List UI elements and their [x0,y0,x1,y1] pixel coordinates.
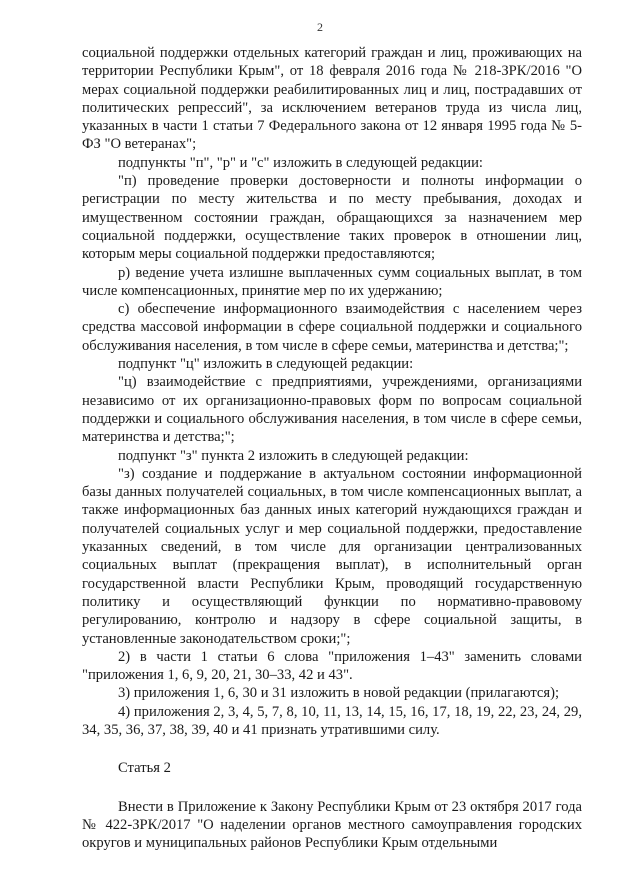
paragraph-subpoint-r: р) ведение учета излишне выплаченных сумм социальных выплат, в том числе компенсационных, принятие мер по их удержанию; [82,264,582,299]
paragraph-subpoint-z-intro: подпункт "з" пункта 2 изложить в следующей редакции: [118,447,469,464]
paragraph-subpoint-ts-intro: подпункт "ц" изложить в следующей редакции: [118,356,414,373]
document-body [82,44,582,852]
paragraph-subpoints-intro: подпункты "п", "р" и "с" изложить в следующей редакции: [118,154,483,171]
article-heading: Статья 2 [118,760,171,777]
paragraph-subpoint-ts: "ц) взаимодействие с предприятиями, учреждениями, организациями независимо от их организационно-правовых форм по вопросам социальной поддержки и социального обслуживания населения, в том числе в сфере семьи, материнства и детства;"; [82,374,582,446]
paragraph-item-4: 4) приложения 2, 3, 4, 5, 7, 8, 10, 11, 13, 14, 15, 16, 17, 18, 19, 22, 23, 24, 29, 34, 35, 36, 37, 38, 39, 40 и 41 признать утратившими силу. [82,703,582,738]
paragraph-continuation: социальной поддержки отдельных категорий граждан и лиц, проживающих на территории Республики Крым", от 18 февраля 2016 года № 218-ЗРК/2016 "О мерах социальной поддержки реабилитированных лиц и лиц, пострадавших от политических репрессий", за исключением ветеранов труда из числа лиц, указанных в части 1 статьи 7 Федерального закона от 12 января 1995 года № 5-ФЗ "О ветеранах"; [82,45,582,153]
page-number: 2 [317,20,323,34]
paragraph-item-3: 3) приложения 1, 6, 30 и 31 изложить в новой редакции (прилагаются); [118,685,559,702]
paragraph-subpoint-z: "з) создание и поддержание в актуальном состоянии информационной базы данных получателей социальных, в том числе компенсационных выплат, а также информационных баз данных иных категорий нуждающихся граждан и получателей социальных услуг и мер социальной поддержки, предоставление указанных сведений, в том числе для организации централизованных социальных выплат (прекращения выплат), в исполнительный орган государственной власти Республики Крым, проводящий государственную политику и осуществляющий функции по нормативно-правовому регулированию, контролю и надзору в сфере социальной защиты, в установленные законодательством сроки;"; [82,465,582,647]
paragraph-item-2: 2) в части 1 статьи 6 слова "приложения 1–43" заменить словами "приложения 1, 6, 9, 20, 21, 30–33, 42 и 43". [82,648,582,684]
paragraph-subpoint-s: с) обеспечение информационного взаимодействия с населением через средства массовой информации в сфере социальной поддержки и социального обслуживания населения, в том числе в сфере семьи, материнства и детства;"; [82,301,582,354]
paragraph-subpoint-p: "п) проведение проверки достоверности и полноты информации о регистрации по месту жительства и по месту пребывания, доходах и имущественном состоянии граждан, обращающихся за назначением мер социальной поддержки, осуществление таких проверок в отношении лиц, которым меры социальной поддержки предоставляются; [82,173,582,263]
paragraph-article-2: Внести в Приложение к Закону Республики Крым от 23 октября 2017 года № 422-ЗРК/2017 "О наделении органов местного самоуправления городских округов и муниципальных районов Республики Крым отдельными [82,798,582,852]
